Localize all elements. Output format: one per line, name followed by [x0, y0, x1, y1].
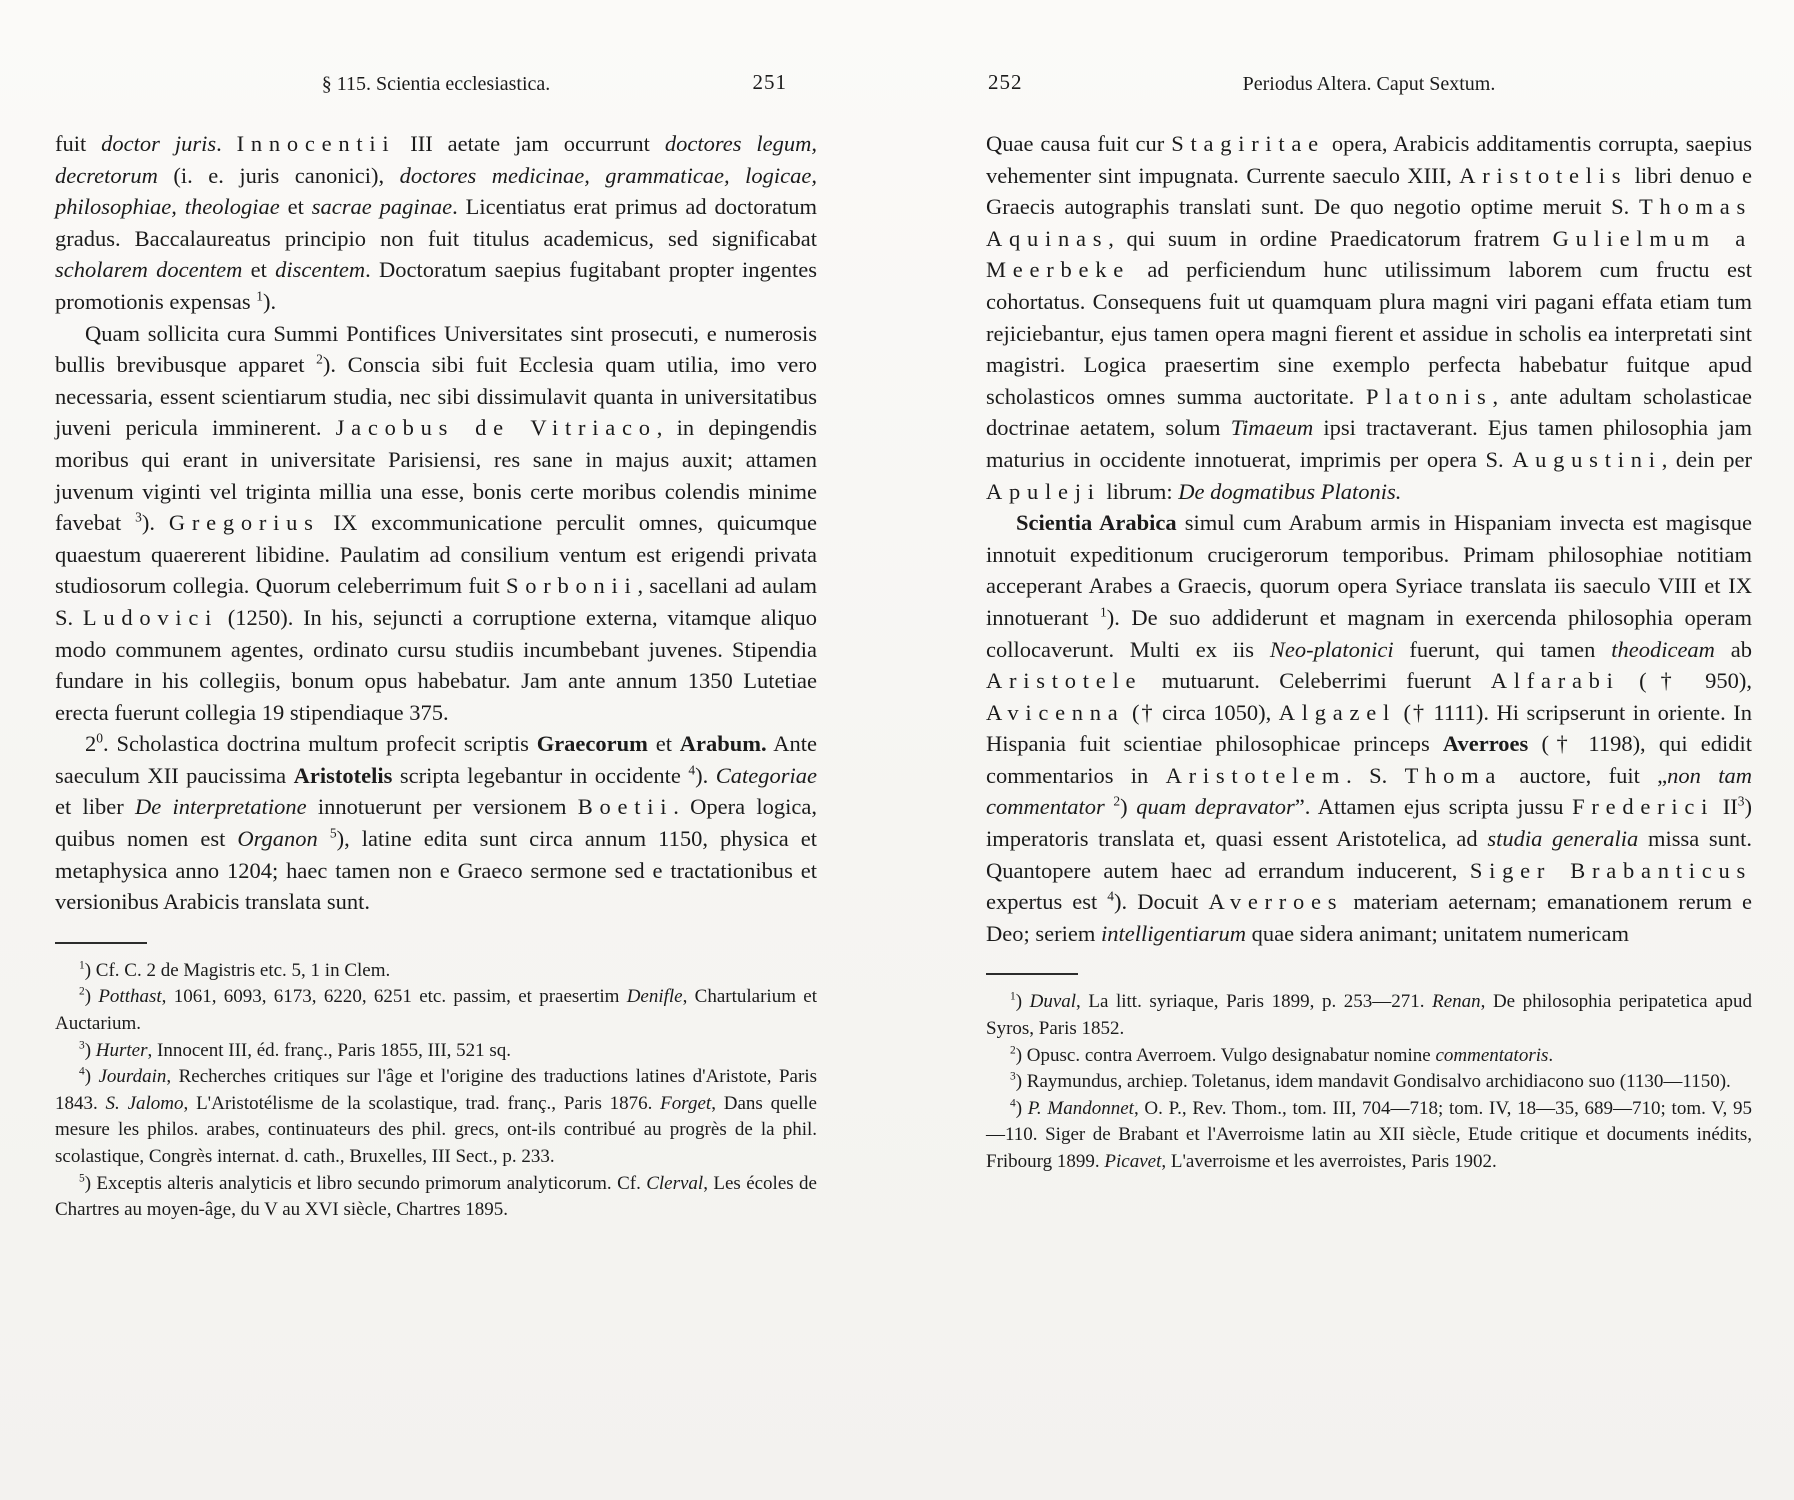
footnote-ref: 2	[1113, 793, 1121, 809]
footnote-ref: 3	[135, 509, 142, 525]
footnote-ref: 5	[329, 825, 337, 841]
footnote: $^2$) Opusc. contra Averroem. Vulgo designabatur nomine commentatoris.	[1010, 1044, 1554, 1066]
footnote: $^4$) Jourdain, Recherches critiques sur l'âge et l'origine des traductions latines d'Aristote, Paris 1843. S. Jalomo, L'Aristotélisme de la scolastique, trad. franç., Paris 1876. Forget, Dans quelle mesure les philos. arabes, continuateurs des phil. grecs, ont-ils contribué au progrès de la phil. scolastique, Congrès internat. d. cath., Bruxelles, III Sect., p. 233.	[55, 1065, 817, 1167]
footnote-ref: 2	[79, 986, 85, 999]
footnote-ref: 2	[316, 351, 323, 367]
footnote-ref: 4	[1010, 1097, 1016, 1110]
page-251-header	[55, 72, 817, 98]
footnote-ref: 4	[79, 1065, 85, 1078]
page-251	[55, 72, 817, 1224]
footnote-ref: 1	[1010, 991, 1016, 1004]
paragraph: Quae causa fuit cur Stagiritae opera, Arabicis additamentis corrupta, saepius vehementer sint impugnata. Currente saeculo XIII, Aristotelis libri denuo e Graecis autographis translati sunt. De quo negotio optime meruit S. Thomas Aquinas, qui suum in ordine Praedicatorum fratrem Gulielmum a Meerbeke ad perficiendum hunc utilissimum laborem cum fructu est cohortatus. Consequens fuit ut quamquam plura magni viri pagani effata etiam tum rejiciebantur, ejus tamen opera magni fierent et assidue in scholis ea interpretati sint magistri. Logica praesertim sine exemplo perfecta habebatur fuitque apud scholasticos omnes summa auctoritate. Platonis, ante adultam scholasticae doctrinae aetatem, solum Timaeum ipsi tractaverant. Ejus tamen philosophia jam maturius in occidente innotuerat, imprimis per opera S. Augustini, dein per Apuleji librum: De dogmatibus Platonis.	[986, 131, 1753, 504]
page-252	[986, 72, 1752, 1176]
page-number-252: 252	[988, 70, 1023, 94]
footnote-rule-right	[986, 973, 1078, 975]
footnote: $^3$) Hurter, Innocent III, éd. franç., Paris 1855, III, 521 sq.	[79, 1039, 512, 1061]
footnote: $^3$) Raymundus, archiep. Toletanus, idem mandavit Gondisalvo archidiacono suo (1130—1150).	[1010, 1070, 1731, 1093]
footnote-ref: 0	[96, 730, 103, 746]
page-number-251: 251	[752, 70, 787, 94]
page-252-header	[986, 72, 1752, 98]
footnote-ref: 4	[1107, 888, 1115, 904]
footnote-ref: 3	[1737, 793, 1745, 809]
page-251-footnotes	[55, 958, 817, 1224]
chapter-title: Periodus Altera. Caput Sextum.	[1242, 73, 1496, 95]
footnote-ref: 4	[688, 762, 696, 778]
page-251-body	[55, 128, 817, 918]
section-title: § 115. Scientia ecclesiastica.	[321, 73, 551, 95]
footnote-ref: 5	[79, 1172, 85, 1185]
footnote-ref: 2	[1010, 1044, 1016, 1057]
footnote-ref: 1	[1099, 604, 1107, 620]
footnote: $^5$) Exceptis alteris analyticis et libro secundo primorum analyticorum. Cf. Clerval, Les écoles de Chartres au moyen-âge, du V au XVI siècle, Chartres 1895.	[55, 1172, 817, 1221]
footnote-ref: 1	[256, 288, 263, 304]
footnote-ref: 3	[1010, 1070, 1016, 1083]
paragraph: Quam sollicita cura Summi Pontifices Universitates sint prosecuti, e numerosis bullis brevibusque apparet $^2$). Conscia sibi fuit Ecclesia quam utilia, imo vero necessaria, essent scientiarum studia, nec sibi dissimulavit quanta in universitatibus juveni pericula imminerent. Jacobus de Vitriaco, in depingendis moribus qui erant in universitate Parisiensi, res sane in majus auxit; attamen juvenum viginti vel triginta millia una esse, bonis certe moribus colendis minime favebat $^3$). Gregorius IX excommunicatione perculit omnes, quicumque quaestum quaererent libidine. Paulatim ad consilium ventum est erigendi privata studiosorum collegia. Quorum celeberrimum fuit Sorbonii, sacellani ad aulam S. Ludovici (1250). In his, sejuncti a corruptione externa, vitamque aliquo modo communem agentes, ordinato cursu studiis incumbebant juvenes. Stipendia fundare in his collegiis, bonum opus habebatur. Jam ante annum 1350 Lutetiae erecta fuerunt collegia 19 stipendiaque 375.	[55, 320, 818, 725]
page-252-body	[986, 128, 1752, 949]
footnote: $^4$) P. Mandonnet, O. P., Rev. Thom., tom. III, 704—718; tom. IV, 18—35, 689—710; tom. V, 95—110. Siger de Brabant et l'Averroisme latin au XII siècle, Etude critique et documents inédits, Fribourg 1899. Picavet, L'averroisme et les averroistes, Paris 1902.	[986, 1097, 1753, 1172]
paragraph: 2$^0$. Scholastica doctrina multum profecit scriptis Graecorum et Arabum. Ante saeculum XII paucissima Aristotelis scripta legebantur in occidente $^4$). Categoriae et liber De interpretatione innotuerunt per versionem Boetii. Opera logica, quibus nomen est Organon $^5$), latine edita sunt circa annum 1150, physica et metaphysica anno 1204; haec tamen non e Graeco sermone sed e tractationibus et versionibus Arabicis translata sunt.	[55, 730, 818, 915]
page-252-footnotes	[986, 989, 1752, 1175]
footnote-ref: 3	[79, 1039, 85, 1052]
paragraph: fuit doctor juris. Innocentii III aetate jam occurrunt doctores legum, decretorum (i. e. juris canonici), doctores medicinae, grammaticae, logicae, philosophiae, theologiae et sacrae paginae. Licentiatus erat primus ad doctoratum gradus. Baccalaureatus principio non fuit titulus academicus, sed significabat scholarem docentem et discentem. Doctoratum saepius fugitabant propter ingentes promotionis expensas $^1$).	[55, 131, 818, 314]
footnote: $^1$) Duval, La litt. syriaque, Paris 1899, p. 253—271. Renan, De philosophia peripatetica apud Syros, Paris 1852.	[986, 991, 1753, 1040]
footnote-rule-left	[55, 942, 147, 944]
footnote-ref: 1	[79, 959, 85, 972]
footnote: $^1$) Cf. C. 2 de Magistris etc. 5, 1 in Clem.	[79, 959, 391, 981]
paragraph: Scientia Arabica simul cum Arabum armis in Hispaniam invecta est magisque innotuit expeditionum crucigerorum temporibus. Primam philosophiae notitiam acceperant Arabes a Graecis, quorum opera Syriace translata iis saeculo VIII et IX innotuerant $^1$). De suo addiderunt et magnam in exercenda philosophia operam collocaverunt. Multi ex iis Neo-platonici fuerunt, qui tamen theodiceam ab Aristotele mutuarunt. Celeberrimi fuerunt Alfarabi († 950), Avicenna († circa 1050), Algazel († 1111). Hi scripserunt in oriente. In Hispania fuit scientiae philosophicae princeps Averroes († 1198), qui edidit commentarios in Aristotelem. S. Thoma auctore, fuit „non tam commentator $^2$) quam depravator”. Attamen ejus scripta jussu Frederici II$^3$) imperatoris translata et, quasi essent Aristotelica, ad studia generalia missa sunt. Quantopere autem haec ad errandum inducerent, Siger Brabanticus expertus est $^4$). Docuit Averroes materiam aeternam; emanationem rerum e Deo; seriem intelligentiarum quae sidera animant; unitatem numericam	[986, 510, 1753, 946]
footnote: $^2$) Potthast, 1061, 6093, 6173, 6220, 6251 etc. passim, et praesertim Denifle, Chartularium et Auctarium.	[55, 986, 817, 1035]
